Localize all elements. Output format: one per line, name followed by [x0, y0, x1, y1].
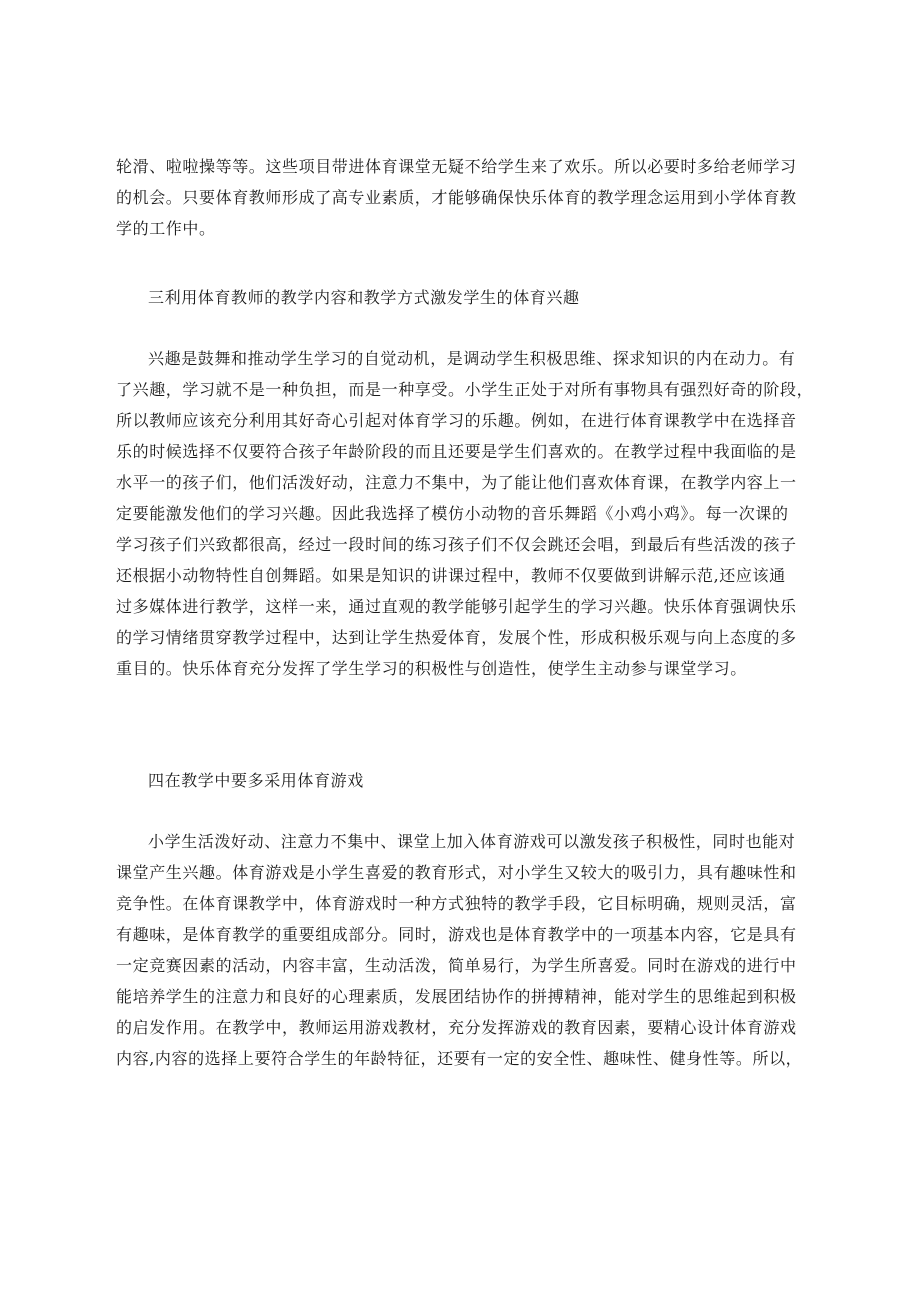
paragraph-line: 了兴趣，学习就不是一种负担，而是一种享受。小学生正处于对所有事物具有强烈好奇的阶段， — [116, 380, 814, 399]
paragraph-line: 小学生活泼好动、注意力不集中、课堂上加入体育游戏可以激发孩子积极性，同时也能对 — [148, 832, 796, 851]
paragraph-line: 水平一的孩子们，他们活泼好动，注意力不集中，为了能让他们喜欢体育课，在教学内容上一 — [116, 473, 797, 492]
paragraph-line: 有趣味，是体育教学的重要组成部分。同时，游戏也是体育教学中的一项基本内容，它是具有 — [116, 925, 797, 944]
paragraph-line: 所以教师应该充分利用其好奇心引起对体育学习的乐趣。例如，在进行体育课教学中在选择音 — [116, 411, 797, 430]
paragraph-line: 一定竞赛因素的活动，内容丰富，生动活泼，简单易行，为学生所喜爱。同时在游戏的进行中 — [116, 956, 797, 975]
paragraph-line: 能培养学生的注意力和良好的心理素质，发展团结协作的拼搏精神，能对学生的思维起到积极 — [116, 987, 797, 1006]
paragraph-line: 还根据小动物特性自创舞蹈。如果是知识的讲课过程中，教师不仅要做到讲解示范,还应该通 — [116, 566, 786, 585]
paragraph-line: 竞争性。在体育课教学中，体育游戏时一种方式独特的教学手段，它目标明确，规则灵活，富 — [116, 894, 797, 913]
paragraph-line: 学的工作中。 — [116, 219, 216, 238]
paragraph-line: 定要能激发他们的学习兴趣。因此我选择了模仿小动物的音乐舞蹈《小鸡小鸡》。每一次课的 — [116, 504, 789, 523]
paragraph-line: 的机会。只要体育教师形成了高专业素质，才能够确保快乐体育的教学理念运用到小学体育教 — [116, 188, 797, 207]
paragraph-line: 课堂产生兴趣。体育游戏是小学生喜爱的教育形式，对小学生又较大的吸引力，具有趣味性和 — [116, 863, 797, 882]
paragraph-line: 乐的时候选择不仅要符合孩子年龄阶段的而且还要是学生们喜欢的。在教学过程中我面临的是 — [116, 442, 797, 461]
section-heading-3: 三利用体育教师的教学内容和教学方式激发学生的体育兴趣 — [148, 288, 580, 307]
section-heading-4: 四在教学中要多采用体育游戏 — [148, 771, 364, 790]
paragraph-line: 的学习情绪贯穿教学过程中，达到让学生热爱体育，发展个性，形成积极乐观与向上态度的多 — [116, 628, 797, 647]
paragraph-3 — [116, 826, 806, 1074]
paragraph-line: 内容,内容的选择上要符合学生的年龄特征，还要有一定的安全性、趣味性、健身性等。所以， — [116, 1049, 803, 1068]
paragraph-line: 兴趣是鼓舞和推动学生学习的自觉动机，是调动学生积极思维、探求知识的内在动力。有 — [148, 349, 796, 368]
paragraph-line: 学习孩子们兴致都很高，经过一段时间的练习孩子们不仅会跳还会唱，到最后有些活泼的孩子 — [116, 535, 797, 554]
paragraph-1 — [116, 151, 806, 244]
paragraph-2 — [116, 343, 814, 684]
paragraph-line: 轮滑、啦啦操等等。这些项目带进体育课堂无疑不给学生来了欢乐。所以必要时多给老师学习 — [116, 157, 797, 176]
paragraph-line: 重目的。快乐体育充分发挥了学生学习的积极性与创造性，使学生主动参与课堂学习。 — [116, 659, 747, 678]
paragraph-line: 的启发作用。在教学中，教师运用游戏教材，充分发挥游戏的教育因素，要精心设计体育游戏 — [116, 1018, 797, 1037]
paragraph-line: 过多媒体进行教学，这样一来，通过直观的教学能够引起学生的学习兴趣。快乐体育强调快乐 — [116, 597, 797, 616]
